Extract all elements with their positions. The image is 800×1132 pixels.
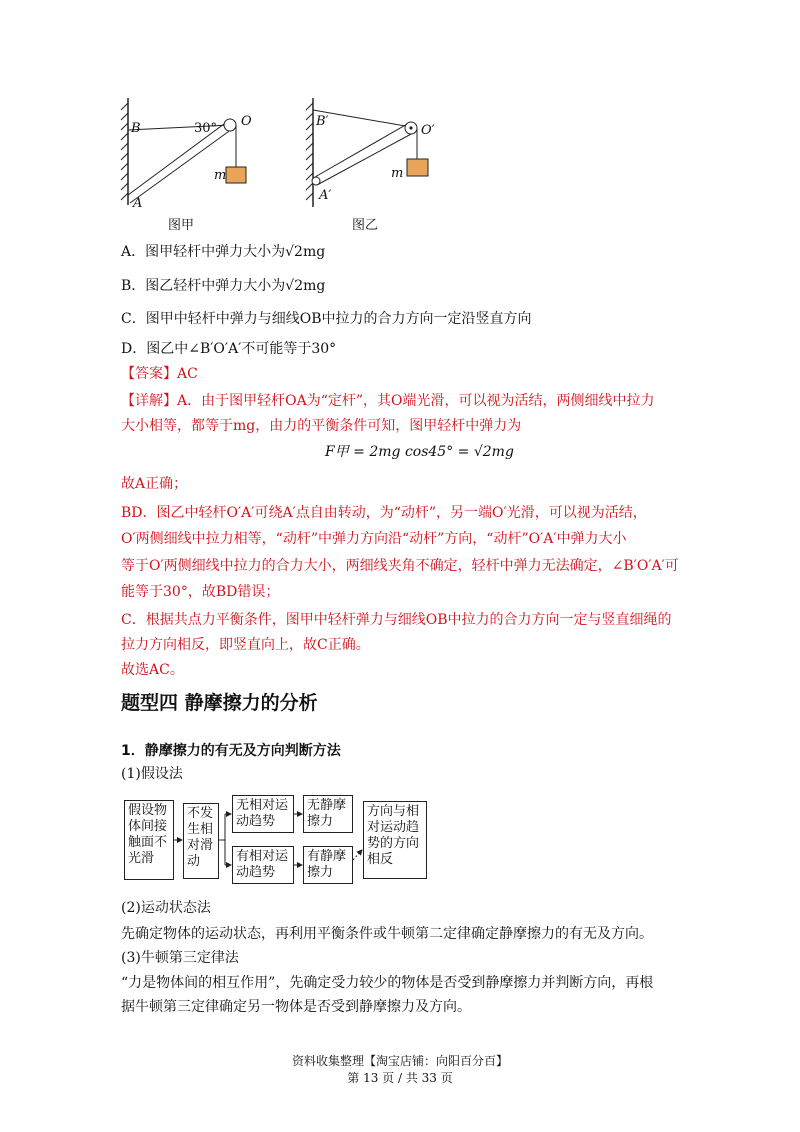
sub-title: 1．静摩擦力的有无及方向判断方法	[121, 743, 341, 759]
label-A-prime: A′	[319, 188, 332, 203]
flow-box-direction: 方向与相对运动趋势的方向相反	[363, 801, 427, 879]
detail-line-4: BD．图乙中轻杆O′A′可绕A′点自由转动，为“动杆”，另一端O′光滑，可以视为活结，	[121, 505, 647, 521]
option-b: B．图乙轻杆中弹力大小为√2mg	[121, 278, 326, 294]
label-O: O	[241, 114, 252, 129]
option-c: C．图甲中轻杆中弹力与细线OB中拉力的合力方向一定沿竖直方向	[121, 311, 532, 327]
method-2-text: 先确定物体的运动状态，再利用平衡条件或牛顿第二定律确定静摩擦力的有无及方向。	[121, 926, 653, 942]
detail-line-5: O′两侧细线中拉力相等，“动杆”中弹力方向沿“动杆”方向，“动杆”O′A′中弹力大小	[121, 531, 627, 547]
formula: F甲 = 2mg cos45° = √2mg	[325, 444, 514, 460]
detail-line-1: 【详解】A．由于图甲轻杆OA为“定杆”，其O端光滑，可以视为活结，两侧细线中拉力	[121, 393, 655, 409]
method-2-title: (2)运动状态法	[121, 900, 211, 916]
caption-jia: 图甲	[168, 218, 195, 233]
flow-box-assume: 假设物体间接触面不光滑	[124, 800, 174, 880]
flow-box-no-static: 无静摩擦力	[303, 795, 353, 833]
label-B: B	[131, 121, 141, 136]
flow-box-no-slide: 不发生相对滑动	[183, 803, 219, 879]
detail-line-3: 故A正确；	[121, 476, 188, 492]
label-A: A	[133, 196, 143, 211]
detail-line-2: 大小相等，都等于mg，由力的平衡条件可知，图甲轻杆中弹力为	[121, 418, 522, 434]
label-O-prime: O′	[421, 123, 435, 138]
section-title: 题型四 静摩擦力的分析	[121, 692, 318, 714]
flow-box-no-trend: 无相对运动趋势	[232, 795, 294, 833]
method-1-title: (1)假设法	[121, 766, 183, 782]
label-angle: 30°	[194, 121, 218, 136]
answer: 【答案】AC	[121, 366, 198, 382]
detail-line-10: 故选AC。	[121, 662, 184, 678]
caption-yi: 图乙	[352, 218, 379, 233]
detail-line-6: 等于O′两侧细线中拉力的合力大小，两细线夹角不确定，轻杆中弹力无法确定，∠B′O′A′可	[121, 558, 679, 574]
option-d: D．图乙中∠B′O′A′不可能等于30°	[121, 341, 337, 357]
flow-box-has-trend: 有相对运动趋势	[232, 846, 294, 884]
footer-source: 资料收集整理【淘宝店铺：向阳百分百】	[291, 1054, 508, 1068]
detail-line-7: 能等于30°，故BD错误；	[121, 584, 280, 600]
flow-box-has-static: 有静摩擦力	[303, 846, 353, 884]
detail-line-9: 拉力方向相反，即竖直向上，故C正确。	[121, 637, 370, 653]
detail-line-8: C．根据共点力平衡条件，图甲中轻杆弹力与细线OB中拉力的合力方向一定与竖直细绳的	[121, 612, 672, 628]
label-m-yi: m	[391, 166, 404, 181]
option-a: A．图甲轻杆中弹力大小为√2mg	[121, 244, 326, 260]
label-B-prime: B′	[316, 114, 329, 129]
method-3-title: (3)牛顿第三定律法	[121, 950, 239, 966]
method-3-text-1: “力是物体间的相互作用”，先确定受力较少的物体是否受到静摩擦力并判断方向，再根	[121, 975, 654, 991]
footer-page-number: 第 13 页 / 共 33 页	[347, 1071, 453, 1085]
method-3-text-2: 据牛顿第三定律确定另一物体是否受到静摩擦力及方向。	[121, 999, 471, 1015]
label-m: m	[214, 168, 227, 183]
